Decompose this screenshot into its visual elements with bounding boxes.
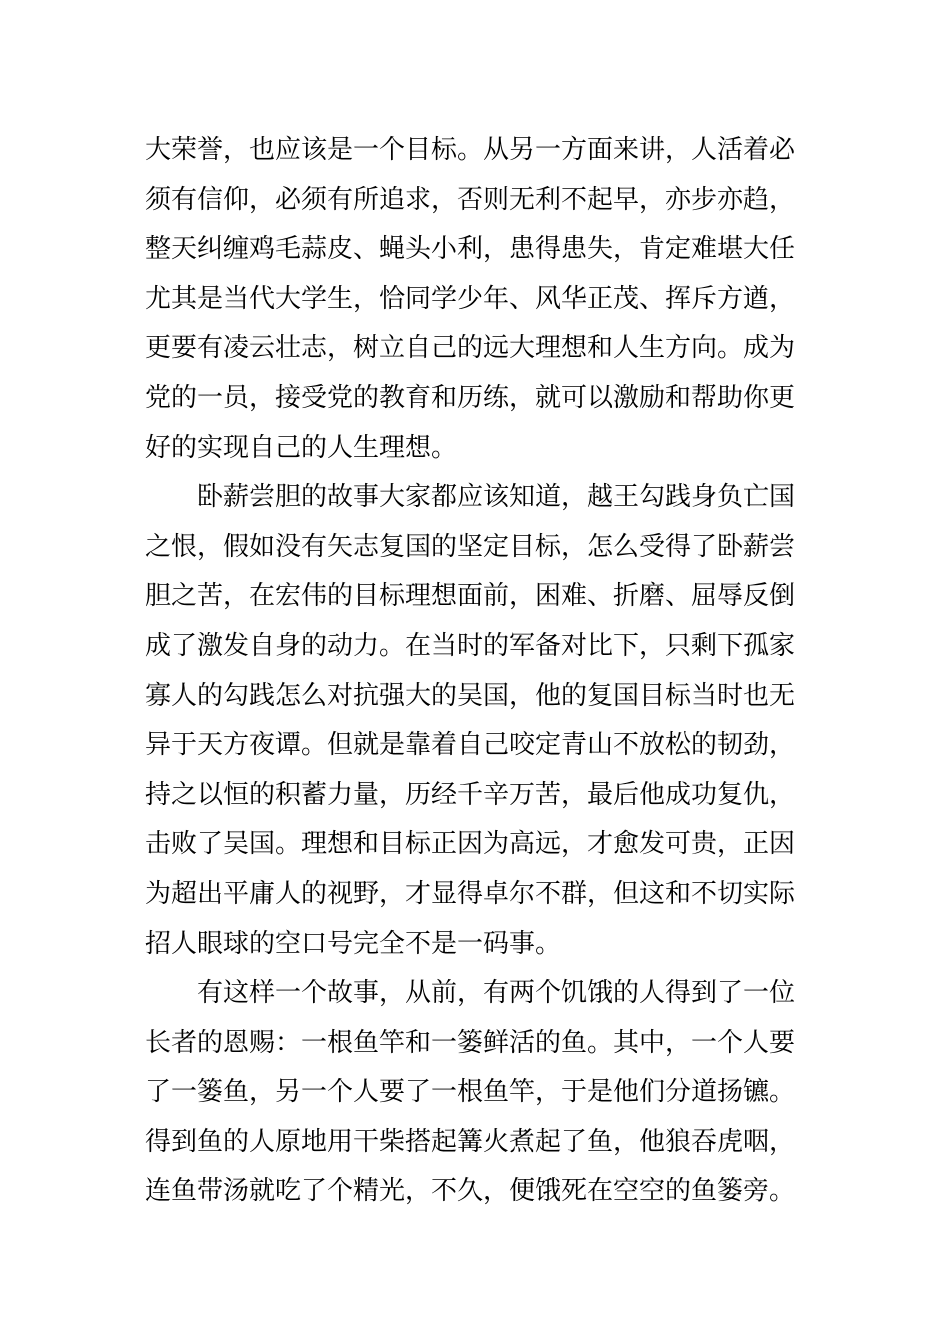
text-line: 招人眼球的空口号完全不是一码事。 (145, 928, 562, 959)
text-line: 连鱼带汤就吃了个精光，不久，便饿死在空空的鱼篓旁。 (145, 1176, 796, 1207)
text-line: 了一篓鱼，另一个人要了一根鱼竿，于是他们分道扬镳。 (145, 1077, 796, 1108)
text-line: 有这样一个故事，从前，有两个饥饿的人得到了一位 (197, 978, 796, 1009)
text-line: 寡人的勾践怎么对抗强大的吴国，他的复国目标当时也无 (145, 680, 796, 711)
text-line: 大荣誉，也应该是一个目标。从另一方面来讲，人活着必 (145, 135, 796, 165)
text-line: 为超出平庸人的视野，才显得卓尔不群，但这和不切实际 (145, 878, 796, 909)
text-line: 卧薪尝胆的故事大家都应该知道，越王勾践身负亡国 (197, 482, 796, 513)
text-line: 长者的恩赐：一根鱼竿和一篓鲜活的鱼。其中，一个人要 (145, 1027, 796, 1058)
text-line: 击败了吴国。理想和目标正因为高远，才愈发可贵，正因 (145, 829, 796, 860)
body-text (145, 126, 815, 1217)
paragraph-fishing-story (145, 969, 815, 1217)
text-line: 胆之苦，在宏伟的目标理想面前，困难、折磨、屈辱反倒 (145, 581, 796, 612)
text-line: 好的实现自己的人生理想。 (145, 432, 458, 463)
text-line: 党的一员，接受党的教育和历练，就可以激励和帮助你更 (145, 382, 796, 413)
text-line: 须有信仰，必须有所追求，否则无利不起早，亦步亦趋， (145, 184, 796, 215)
text-line: 整天纠缠鸡毛蒜皮、蝇头小利，患得患失，肯定难堪大任 (145, 234, 796, 265)
text-line: 异于天方夜谭。但就是靠着自己咬定青山不放松的韧劲， (145, 730, 796, 761)
text-line: 之恨，假如没有矢志复国的坚定目标，怎么受得了卧薪尝 (145, 531, 796, 562)
text-line: 得到鱼的人原地用干柴搭起篝火煮起了鱼，他狼吞虎咽， (145, 1126, 796, 1157)
paragraph-woxin-changdan (145, 473, 815, 969)
text-line: 尤其是当代大学生，恰同学少年、风华正茂、挥斥方遒， (145, 283, 796, 314)
paragraph-continuation (145, 126, 815, 473)
text-line: 更要有凌云壮志，树立自己的远大理想和人生方向。成为 (145, 333, 796, 364)
text-line: 成了激发自身的动力。在当时的军备对比下，只剩下孤家 (145, 630, 796, 661)
text-line: 持之以恒的积蓄力量，历经千辛万苦，最后他成功复仇， (145, 779, 796, 810)
